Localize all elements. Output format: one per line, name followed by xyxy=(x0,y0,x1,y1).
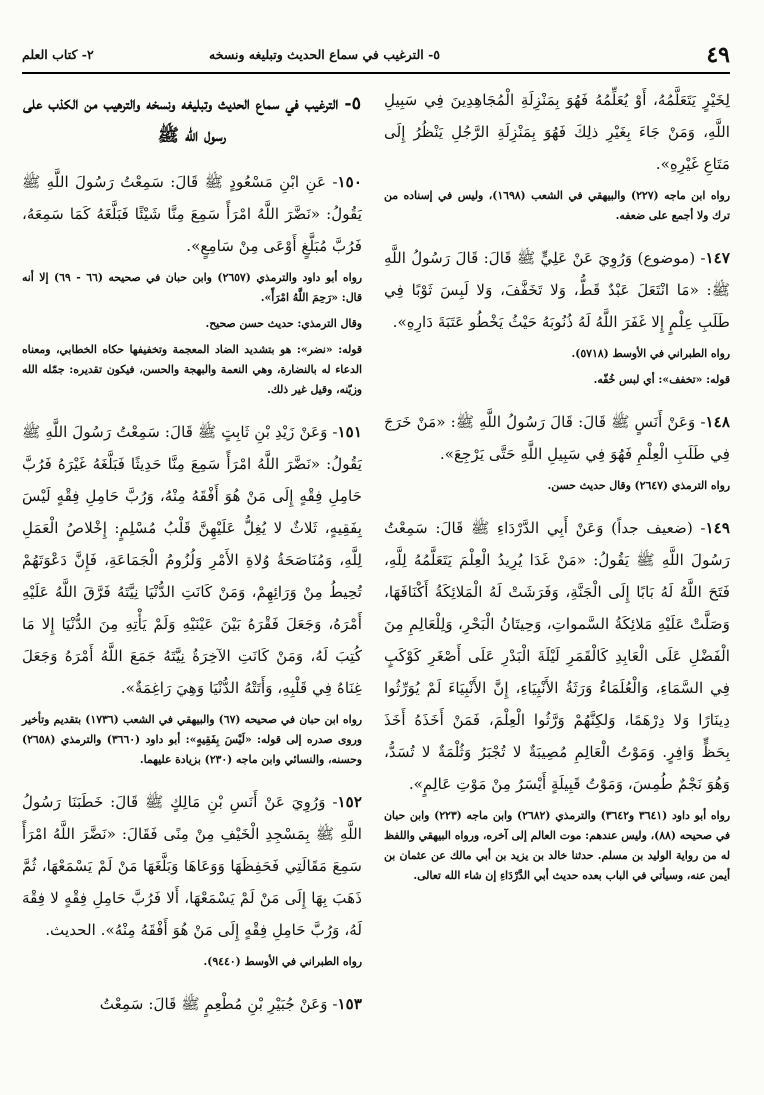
hadith-149-text: - (ضعيف جداً) وَعَنْ أَبِي الدَّرْدَاءِ ﷺ قَالَ: سَمِعْتُ رَسُولَ اللَّهِ ﷺ يَقُولُ: «مَنْ غَدَا يُرِيدُ الْعِلْمَ يَتَعَلَّمُهُ لِلَّهِ، فَتَحَ اللَّهُ لَهُ بَابًا إِلَى الْجَنَّةِ، وَفَرَشَتْ لَهُ الْمَلائِكَةُ أَكْنَافَهَا، وَصَلَّتْ عَلَيْهِ مَلائِكَةُ السَّمواتِ، وَحِيتَانُ الْبَحْرِ، وَلِلْعَالِمِ مِنَ الْفَضْلِ عَلَى الْعَابِدِ كَالْقَمَرِ لَيْلَةَ الْبَدْرِ عَلَى أَصْغَرِ كَوْكَبٍ فِي السَّمَاءِ، وَالْعُلَمَاءُ وَرَثَةُ الأَنْبِيَاءِ، إِنَّ الأَنْبِيَاءَ لَمْ يُوَرِّثُوا دِينَارًا وَلا دِرْهَمًا، وَلكِنَّهُمْ وَرَّثُوا الْعِلْمَ، فَمَنْ أَخَذَهُ أَخَذَ بِحَظٍّ وَافِرٍ. وَمَوْتُ الْعَالِمِ مُصِيبَةٌ لا تُجْبَرُ وَثُلْمَةٌ لا تُسَدُّ، وَهُوَ نَجْمٌ طُمِسَ، وَمَوْتُ قَبِيلَةٍ أَيْسَرُ مِنْ مَوْتِ عَالِمٍ». xyxy=(384,519,730,793)
hadith-147 xyxy=(384,242,730,338)
hadith-148-number: ١٤٨ xyxy=(705,413,730,431)
hadith-152-source: رواه الطبراني في الأوسط (٩٤٤٠). xyxy=(203,955,362,968)
hadith-150 xyxy=(22,166,362,262)
right-column xyxy=(384,84,730,886)
hadith-153-text: - وَعَنْ جُبَيْرِ بْنِ مُطْعِمٍ ﷺ قَالَ: سَمِعْتُ xyxy=(99,995,338,1013)
hadith-150-number: ١٥٠ xyxy=(337,173,362,191)
running-section-title: ٥- الترغيب في سماع الحديث وتبليغه ونسخه xyxy=(209,47,440,62)
hadith-147-note: قوله: «تخفف»: أي لبس خُفّه. xyxy=(593,373,730,386)
hadith-148-source: رواه الترمذي (٢٦٤٧) وقال حديث حسن. xyxy=(547,479,730,492)
hadith-151-number: ١٥١ xyxy=(337,423,362,441)
left-column xyxy=(22,84,362,1020)
hadith-153 xyxy=(22,988,362,1020)
hadith-151-source: رواه ابن حبان في صحيحه (٦٧) والبيهقي في الشعب (١٧٣٦) بتقديم وتأخير وروى صدره إلى قوله: «لَيْسَ بِفَقِيهٍ»: أبو داود (٣٦٦٠) والترمذي (٢٦٥٨) وحسنه، والنسائي وابن ماجه (٢٣٠) بزيادة عليهما. xyxy=(22,713,362,766)
hadith-150-text: - عَنِ ابْنِ مَسْعُودٍ ﷺ قَالَ: سَمِعْتُ رَسُولَ اللَّهِ ﷺ يَقُولُ: «نَضَّرَ اللَّهُ امْرَأً سَمِعَ مِنَّا شَيْئًا فَبَلَّغَهُ كَمَا سَمِعَهُ، فَرُبَّ مُبَلَّغٍ أَوْعَى مِنْ سَامِعٍ». xyxy=(22,173,362,255)
hadith-150-source: رواه أبو داود والترمذي (٢٦٥٧) وابن حبان في صحيحه (٦٦ - ٦٩) إلا أنه قال: «رَحِمَ اللَّهُ امْرَأً». xyxy=(22,271,363,304)
hadith-151 xyxy=(22,416,362,704)
hadith-147-source: رواه الطبراني في الأوسط (٥٧١٨). xyxy=(571,347,730,360)
hadith-148 xyxy=(384,406,730,470)
hadith-150-grade: وقال الترمذي: حديث حسن صحيح. xyxy=(205,317,362,330)
hadith-149-number: ١٤٩ xyxy=(705,519,730,537)
hadith-152-text: - وَرُوِيَ عَنْ أَنَسِ بْنِ مَالِكٍ ﷺ قَالَ: خَطَبَنَا رَسُولُ اللَّهِ ﷺ بِمَسْجِدِ الْخَيْفِ مِنْ مِنًى فَقَالَ: «نَضَّرَ اللَّهُ امْرَأً سَمِعَ مَقَالَتِي فَحَفِظَهَا وَوَعَاهَا وَبَلَّغَهَا مَنْ لَمْ يَسْمَعْهَا، ثُمَّ ذَهَبَ بِهَا إِلَى مَنْ لَمْ يَسْمَعْهَا، أَلا فَرُبَّ حَامِلِ فِقْهٍ لا فِقْهَ لَهُ، وَرُبَّ حَامِلِ فِقْهٍ إِلَى مَنْ هُوَ أَفْقَهُ مِنْهُ». الحديث. xyxy=(22,793,362,939)
page-number: ٤٩ xyxy=(706,42,730,68)
hadith-149 xyxy=(384,512,730,800)
hadith-continuation-source: رواه ابن ماجه (٢٢٧) والبيهقي في الشعب (١٦٩٨)، وليس في إسناده من ترك ولا أجمع على ضعفه. xyxy=(384,189,730,222)
hadith-153-number: ١٥٣ xyxy=(337,995,362,1013)
hadith-152 xyxy=(22,786,362,946)
hadith-147-number: ١٤٧ xyxy=(705,249,730,267)
page-header xyxy=(22,38,730,74)
hadith-147-text: - (موضوع) وَرُوِيَ عَنْ عَلِيٍّ ﷺ قَالَ: قَالَ رَسُولُ اللَّهِ ﷺ: «مَا انْتَعَلَ عَبْدٌ قَطُّ، وَلا تَخَفَّفَ، وَلا لَبِسَ ثَوْبًا فِي طَلَبِ عِلْمٍ إِلا غَفَرَ اللَّهُ لَهُ ذُنُوبَهُ حَيْثُ يَخْطُو عَتَبَةَ دَارِهِ». xyxy=(384,249,730,331)
hadith-150-note: قوله: «نضر»: هو بتشديد الضاد المعجمة وتخفيفها حكاه الخطابي، ومعناه الدعاء له بالنضارة، وهي النعمة والبهجة والحسن، فيكون تقديره: جمّله الله وزيّنه، وقيل غير ذلك. xyxy=(22,343,362,396)
hadith-152-number: ١٥٢ xyxy=(337,793,362,811)
section-heading: ٥- الترغيب في سماع الحديث وتبليغه ونسخه والترهيب من الكذب على رسول الله ﷺ xyxy=(22,94,362,146)
hadith-continuation: لِخَيْرٍ يَتَعَلَّمُهُ، أَوْ يُعَلِّمُهُ فَهُوَ بِمَنْزِلَةِ الْمُجَاهِدِينَ فِي سَبِيلِ اللَّهِ، وَمَنْ جَاءَ بِغَيْرِ ذلِكَ فَهُوَ بِمَنْزِلَةِ الرَّجُلِ يَنْظُرُ إِلَى مَتَاعِ غَيْرِهِ». xyxy=(384,91,730,173)
hadith-148-text: - وَعَنْ أَنَسٍ ﷺ قَالَ: قَالَ رَسُولُ اللَّهِ ﷺ: «مَنْ خَرَجَ فِي طَلَبِ الْعِلْمِ فَهُوَ فِي سَبِيلِ اللَّهِ حَتَّى يَرْجِعَ». xyxy=(384,413,730,463)
hadith-151-text: - وَعَنْ زَيْدِ بْنِ ثَابِتٍ ﷺ قَالَ: سَمِعْتُ رَسُولَ اللَّهِ ﷺ يَقُولُ: «نَضَّرَ اللَّهُ امْرَأً سَمِعَ مِنَّا حَدِيثًا فَبَلَّغَهُ غَيْرَهُ فَرُبَّ حَامِلِ فِقْهٍ إِلَى مَنْ هُوَ أَفْقَهُ مِنْهُ، وَرُبَّ حَامِلِ فِقْهٍ لَيْسَ بِفَقِيهٍ، ثَلاثٌ لا يُغِلُّ عَلَيْهِنَّ قَلْبُ مُسْلِمٍ: إِخْلاصُ الْعَمَلِ لِلَّهِ، وَمُنَاصَحَةُ وُلاةِ الأَمْرِ وَلُزُومُ الْجَمَاعَةِ، فَإِنَّ دَعْوَتَهُمْ تُحِيطُ مِنْ وَرَائِهِمْ، وَمَنْ كَانَتِ الدُّنْيَا نِيَّتَهُ فَرَّقَ اللَّهُ عَلَيْهِ أَمْرَهُ، وَجَعَلَ فَقْرَهُ بَيْنَ عَيْنَيْهِ وَلَمْ يَأْتِهِ مِنَ الدُّنْيَا إِلا مَا كُتِبَ لَهُ، وَمَنْ كَانَتِ الآخِرَةُ نِيَّتَهُ جَمَعَ اللَّهُ أَمْرَهُ وَجَعَلَ غِنَاهُ فِي قَلْبِهِ، وَأَتَتْهُ الدُّنْيَا وَهِيَ رَاغِمَةٌ». xyxy=(22,423,362,697)
running-book-title: ٢- كتاب العلم xyxy=(22,47,94,62)
hadith-149-source: رواه أبو داود (٣٦٤١ و٣٦٤٢) والترمذي (٢٦٨٢) وابن ماجه (٢٢٣) وابن حبان في صحيحه (٨٨)، وليس عندهم: موت العالم إلى آخره، ورواه البيهقي واللفظ له من رواية الوليد بن مسلم. حدثنا خالد بن يزيد بن أبي مالك عن عثمان بن أيمن عنه، وسيأتي في الباب بعده حديث أبي الدَّرْدَاءِ إن شاء الله تعالى. xyxy=(384,809,730,882)
